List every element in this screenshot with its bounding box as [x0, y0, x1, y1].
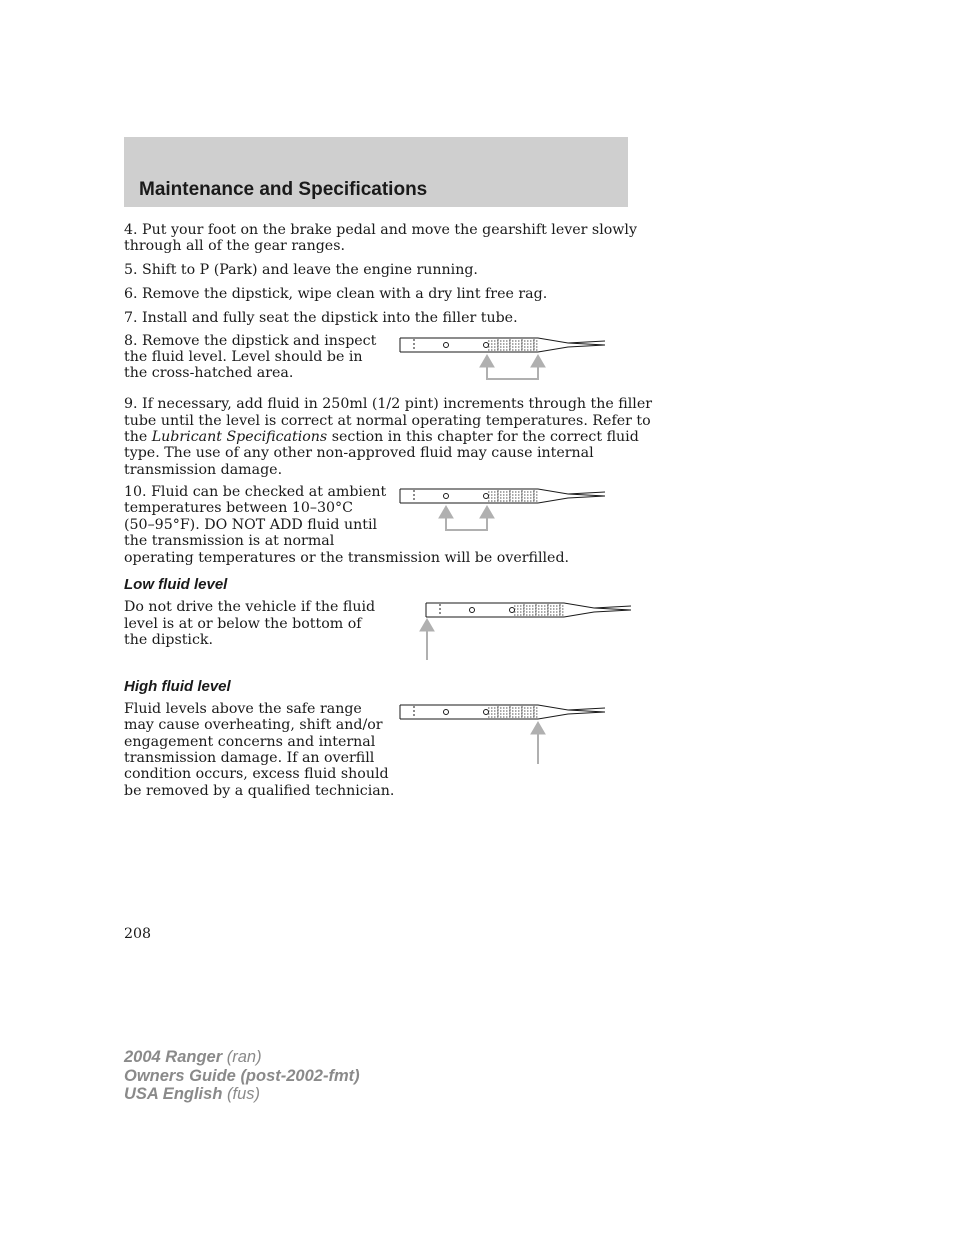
- step-9-line-4: type. The use of any other non-approved fluid may cause internal: [124, 445, 594, 461]
- step-10-line-1: 10. Fluid can be checked at ambient: [124, 484, 387, 500]
- low-fluid-heading: Low fluid level: [124, 576, 228, 593]
- step-9-line-3-post: section in this chapter for the correct fluid: [327, 429, 639, 445]
- dipstick-illustration-ambient: [398, 486, 610, 536]
- dipstick-illustration-normal: [398, 334, 610, 384]
- step-8-line-1: 8. Remove the dipstick and inspect: [124, 333, 377, 349]
- step-8-line-2: the fluid level. Level should be in: [124, 349, 363, 365]
- step-9-line-3-pre: the: [124, 429, 152, 445]
- low-fluid-line-2: level is at or below the bottom of: [124, 616, 362, 632]
- high-fluid-heading: High fluid level: [124, 678, 231, 695]
- section-header-band: [124, 137, 628, 207]
- high-fluid-line-6: be removed by a qualified technician.: [124, 783, 395, 799]
- step-9-line-5: transmission damage.: [124, 462, 283, 478]
- footer-model: 2004 Ranger: [124, 1048, 223, 1066]
- step-4-line-1: 4. Put your foot on the brake pedal and move the gearshift lever slowly: [124, 222, 637, 238]
- footer-line-2: [124, 1067, 360, 1086]
- step-10-line-4: the transmission is at normal: [124, 533, 335, 549]
- step-8-line-3: the cross-hatched area.: [124, 365, 294, 381]
- footer-language-code: (fus): [222, 1085, 260, 1103]
- step-10-line-3: (50–95°F). DO NOT ADD fluid until: [124, 517, 378, 533]
- dipstick-illustration-high: [398, 702, 610, 766]
- lubricant-specifications-reference: Lubricant Specifications: [151, 429, 328, 445]
- step-7: 7. Install and fully seat the dipstick into the filler tube.: [124, 310, 518, 326]
- step-9-line-3: [124, 429, 639, 446]
- footer-line-1: [124, 1048, 360, 1067]
- step-5: 5. Shift to P (Park) and leave the engine running.: [124, 262, 478, 278]
- high-fluid-line-3: engagement concerns and internal: [124, 734, 376, 750]
- low-fluid-line-1: Do not drive the vehicle if the fluid: [124, 599, 376, 615]
- high-fluid-line-1: Fluid levels above the safe range: [124, 701, 362, 717]
- step-10-line-2: temperatures between 10–30°C: [124, 500, 353, 516]
- high-fluid-line-2: may cause overheating, shift and/or: [124, 717, 383, 733]
- high-fluid-line-5: condition occurs, excess fluid should: [124, 766, 389, 782]
- step-4-line-2: through all of the gear ranges.: [124, 238, 345, 254]
- page-number: 208: [124, 926, 152, 942]
- step-9-line-1: 9. If necessary, add fluid in 250ml (1/2 pint) increments through the filler: [124, 396, 653, 412]
- step-10-line-5: operating temperatures or the transmission will be overfilled.: [124, 550, 570, 566]
- step-6: 6. Remove the dipstick, wipe clean with a dry lint free rag.: [124, 286, 548, 302]
- dipstick-illustration-low: [424, 600, 636, 662]
- footer-line-3: [124, 1085, 360, 1104]
- footer-model-code: (ran): [222, 1048, 262, 1066]
- document-footer: [124, 1048, 360, 1104]
- footer-language: USA English: [124, 1085, 223, 1103]
- low-fluid-line-3: the dipstick.: [124, 632, 214, 648]
- footer-guide: Owners Guide (post-2002-fmt): [124, 1066, 360, 1085]
- step-9-line-2: tube until the level is correct at normal operating temperatures. Refer to: [124, 413, 651, 429]
- high-fluid-line-4: transmission damage. If an overfill: [124, 750, 375, 766]
- section-title: Maintenance and Specifications: [139, 179, 428, 200]
